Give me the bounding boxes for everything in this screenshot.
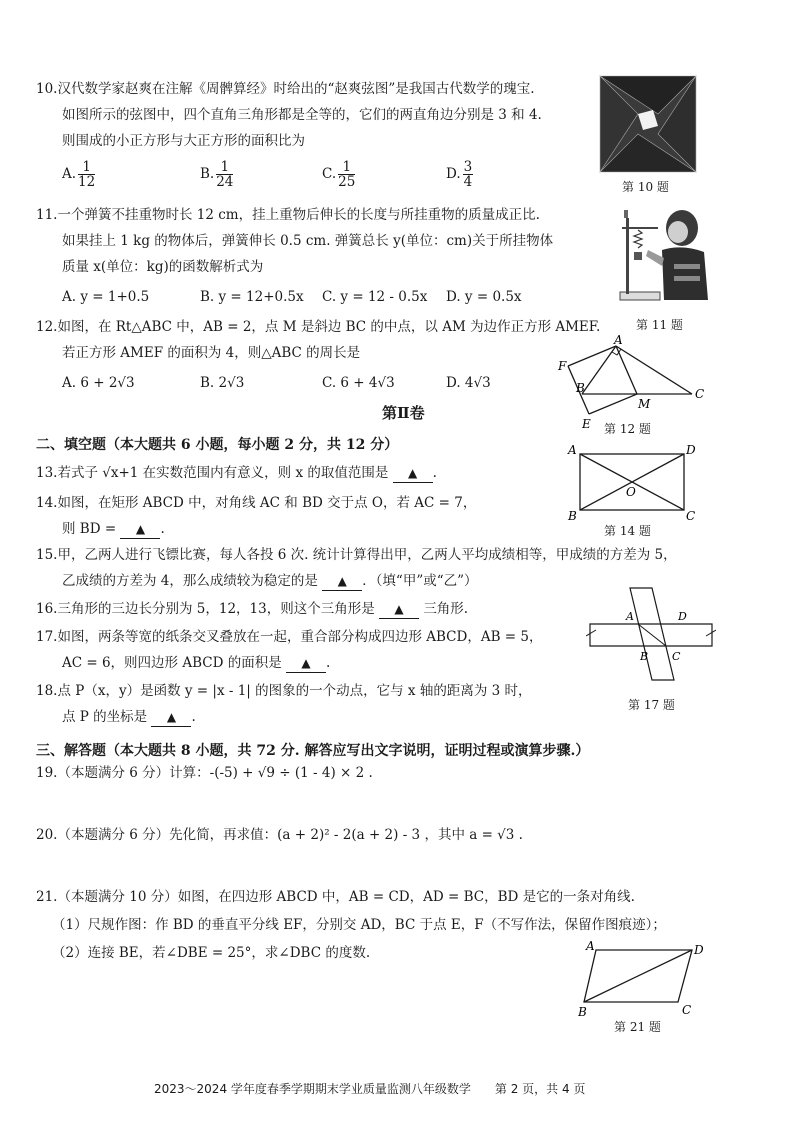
q18-line2-text: 点 P 的坐标是 (62, 709, 148, 725)
q12-figure (552, 334, 712, 434)
q11-option-c: C. y = 12 - 0.5x (322, 289, 428, 305)
q14-line1: 14.如图，在矩形 ABCD 中，对角线 AC 和 BD 交于点 O，若 AC = 7， (36, 495, 477, 511)
diagonal-bd (584, 950, 692, 1002)
blank-mark: ▲ (301, 656, 311, 670)
q17-figure (586, 584, 716, 684)
q11-line1: 11.一个弹簧不挂重物时长 12 cm，挂上重物后伸长的长度与所挂重物的质量成正比. (36, 207, 540, 223)
label-b: B (576, 381, 585, 395)
q17-answer-blank[interactable] (286, 654, 326, 673)
label-b: B (568, 509, 577, 523)
q18-line2: 点 P 的坐标是 ▲ . (62, 709, 196, 725)
q11-option-b: B. y = 12+0.5x (200, 289, 304, 305)
fraction-denominator: 4 (463, 174, 473, 190)
fraction (216, 160, 233, 189)
blank-mark: ▲ (166, 710, 177, 724)
q17-line2-text: AC = 6，则四边形 ABCD 的面积是 (62, 655, 282, 671)
q10-line1: 10.汉代数学家赵爽在注解《周髀算经》时给出的“赵爽弦图”是我国古代数学的瑰宝. (36, 81, 535, 97)
label-a: A (568, 444, 577, 457)
q10-option-c (322, 160, 357, 189)
q14-line2: 则 BD = ▲ . (62, 521, 165, 537)
blank-mark: ▲ (135, 522, 146, 536)
q13: 13.若式子 √x+1 在实数范围内有意义，则 x 的取值范围是 ▲ . (36, 465, 437, 481)
q16-answer-blank[interactable] (379, 600, 419, 619)
fraction-numerator: 1 (78, 160, 95, 175)
q12-option-b: B. 2√3 (200, 375, 245, 391)
fraction (338, 160, 355, 189)
label-d: D (694, 943, 704, 957)
section3-heading: 三、解答题（本大题共 8 小题，共 72 分. 解答应写出文字说明，证明过程或演算步骤.） (36, 743, 590, 759)
label-a: A (626, 610, 634, 623)
q12-line1: 12.如图，在 Rt△ABC 中，AB = 2，点 M 是斜边 BC 的中点，以 AM 为边作正方形 AMEF. (36, 319, 601, 335)
q11-line3: 质量 x(单位：kg)的函数解析式为 (62, 259, 264, 275)
q21-line1: 21.（本题满分 10 分）如图，在四边形 ABCD 中，AB = CD，AD = BC，BD 是它的一条对角线. (36, 889, 635, 905)
label-d: D (678, 610, 687, 623)
shirt-stripe (674, 276, 700, 281)
q15-answer-blank[interactable] (322, 572, 362, 591)
child-face (668, 221, 688, 243)
blank-mark: ▲ (394, 602, 404, 616)
q10-figure (598, 74, 698, 174)
fraction-numerator: 1 (216, 160, 233, 175)
q15-line2b: ．（填“甲”或“乙”） (362, 573, 478, 589)
option-label: C. (322, 166, 337, 182)
label-c: C (672, 650, 681, 663)
q20: 20.（本题满分 6 分）先化简，再求值：(a + 2)² - 2(a + 2) - 3 ，其中 a = √3 . (36, 827, 523, 843)
shirt-stripe (674, 264, 700, 269)
q12-option-d: D. 4√3 (446, 375, 491, 391)
ruler-icon (624, 210, 628, 218)
q12-caption: 第 12 题 (604, 422, 651, 436)
q21-caption: 第 21 题 (614, 1020, 661, 1034)
q21-line3: （2）连接 BE，若∠DBE = 25°，求∠DBC 的度数. (52, 945, 371, 961)
spring-icon (634, 230, 642, 248)
label-o: O (626, 485, 636, 499)
q14-figure (566, 444, 696, 524)
option-label: A. (62, 166, 77, 182)
weight-icon (634, 252, 642, 260)
fraction-denominator: 25 (338, 174, 356, 190)
q10-option-d (446, 160, 475, 189)
label-c: C (682, 1003, 692, 1017)
label-a: A (586, 939, 595, 953)
label-f: F (558, 359, 567, 373)
q11-photo (612, 200, 712, 310)
q12-option-a: A. 6 + 2√3 (62, 375, 135, 391)
q21-figure (578, 938, 718, 1018)
label-e: E (582, 417, 591, 431)
option-label: B. (200, 166, 215, 182)
q18-answer-blank[interactable] (151, 708, 191, 727)
fraction-denominator: 24 (216, 174, 234, 190)
label-b: B (640, 650, 649, 663)
q15-line2a: 乙成绩的方差为 4，那么成绩较为稳定的是 (62, 573, 318, 589)
q21-line2: （1）尺规作图：作 BD 的垂直平分线 EF，分别交 AD，BC 于点 E，F（不写作法，保留作图痕迹）； (52, 917, 666, 933)
q12-option-c: C. 6 + 4√3 (322, 375, 395, 391)
q12-line2: 若正方形 AMEF 的面积为 4，则△ABC 的周长是 (62, 345, 361, 361)
label-d: D (686, 444, 696, 457)
spring-stand-pole (626, 218, 629, 294)
segment-em (589, 394, 637, 414)
label-c: C (686, 509, 696, 523)
q15-line1: 15.甲，乙两人进行飞镖比赛，每人各投 6 次. 统计计算得出甲，乙两人平均成绩相等，甲成绩的方差为 5， (36, 547, 677, 563)
part2-title: 第Ⅱ卷 (382, 404, 425, 422)
label-m: M (638, 397, 651, 411)
section2-heading: 二、填空题（本大题共 6 小题，每小题 2 分，共 12 分） (36, 437, 399, 453)
q16-text-b: 三角形. (423, 601, 469, 617)
q10-caption: 第 10 题 (622, 180, 669, 194)
q16 (36, 600, 468, 619)
q19: 19.（本题满分 6 分）计算：-(-5) + √9 ÷ (1 - 4) × 2 . (36, 765, 373, 781)
blank-mark: ▲ (408, 466, 418, 480)
q14-line2-text: 则 BD = (62, 521, 117, 537)
q10-option-b (200, 160, 235, 189)
q17-line2: AC = 6，则四边形 ABCD 的面积是 ▲ . (62, 655, 331, 671)
label-a: A (614, 334, 623, 347)
fraction-numerator: 3 (463, 159, 473, 175)
option-label: D. (446, 166, 461, 182)
q14-answer-blank[interactable] (120, 520, 160, 539)
child-arm (646, 250, 664, 266)
segment-ac (616, 346, 692, 394)
fraction (463, 160, 474, 189)
q18-line1: 18.点 P（x，y）是函数 y = |x - 1| 的图象的一个动点，它与 x 轴的距离为 3 时， (36, 683, 532, 699)
q17-line1: 17.如图，两条等宽的纸条交叉叠放在一起，重合部分构成四边形 ABCD，AB = 5， (36, 629, 543, 645)
fraction-denominator: 12 (78, 174, 96, 190)
paper-strip-horizontal (590, 624, 712, 646)
q17-caption: 第 17 题 (628, 698, 675, 712)
q10-option-a (62, 160, 97, 189)
fraction-numerator: 1 (338, 160, 355, 175)
q11-line2: 如果挂上 1 kg 的物体后，弹簧伸长 0.5 cm. 弹簧总长 y(单位：cm)关于所挂物体 (62, 233, 554, 249)
q11-option-d: D. y = 0.5x (446, 289, 522, 305)
q11-option-a: A. y = 1+0.5 (62, 289, 150, 305)
fraction (78, 160, 95, 189)
q16-text-a: 16.三角形的三边长分别为 5，12，13，则这个三角形是 (36, 601, 375, 617)
q11-caption: 第 11 题 (636, 318, 683, 332)
blank-mark: ▲ (337, 574, 347, 588)
q15-line2 (62, 572, 478, 591)
child-body (662, 247, 708, 300)
q10-line2: 如图所示的弦图中，四个直角三角形都是全等的，它们的两直角边分别是 3 和 4. (62, 107, 542, 123)
q13-text: 13.若式子 √x+1 在实数范围内有意义，则 x 的取值范围是 (36, 465, 389, 481)
label-c: C (695, 387, 705, 401)
q13-answer-blank[interactable] (393, 464, 433, 483)
q10-line3: 则围成的小正方形与大正方形的面积比为 (62, 133, 305, 149)
page-footer: 2023～2024 学年度春季学期期末学业质量监测八年级数学 第 2 页，共 4 页 (154, 1082, 586, 1096)
q14-caption: 第 14 题 (604, 524, 651, 538)
label-b: B (578, 1005, 587, 1018)
